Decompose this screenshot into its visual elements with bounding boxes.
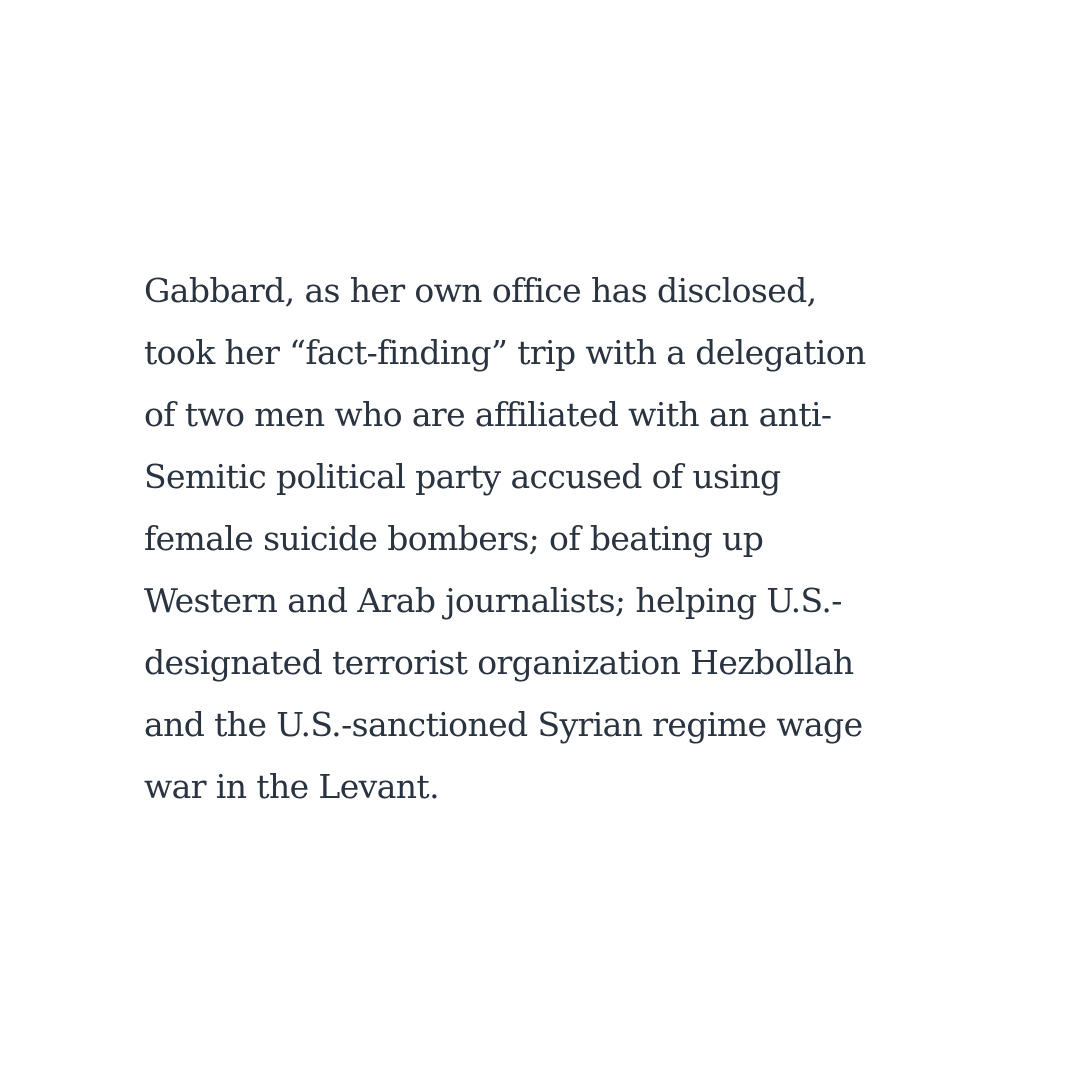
excerpt-line: and the U.S.-sanctioned Syrian regime wage (144, 705, 863, 744)
excerpt-line: war in the Levant. (144, 767, 439, 806)
excerpt-line: Gabbard, as her own office has disclosed, (144, 271, 817, 310)
excerpt-line: Western and Arab journalists; helping U.S.- (144, 581, 842, 620)
article-excerpt (144, 260, 964, 818)
excerpt-line: designated terrorist organization Hezbollah (144, 643, 854, 682)
excerpt-line: of two men who are affiliated with an anti- (144, 395, 832, 434)
excerpt-line: female suicide bombers; of beating up (144, 519, 764, 558)
excerpt-line: took her “fact-finding” trip with a delegation (144, 333, 866, 372)
excerpt-line: Semitic political party accused of using (144, 457, 781, 496)
